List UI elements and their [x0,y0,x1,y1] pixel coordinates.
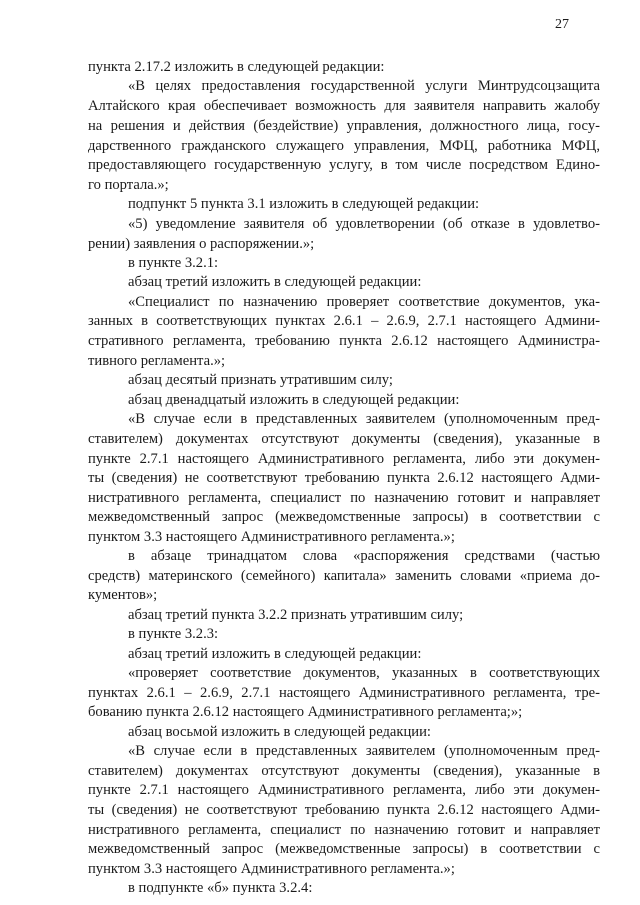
text-line: «В целях предоставления государственной услуги Минтрудсоцзащита [128,78,600,94]
text-line: бованию пункта 2.6.12 настоящего Административного регламента;»; [88,704,523,720]
text-line: абзац третий изложить в следующей редакции: [128,646,422,662]
text-line: нистративного регламента, специалист по назначению готовит и направляет [88,490,600,506]
text-line: пункта 2.17.2 изложить в следующей редакции: [88,59,385,75]
text-line: в пункте 3.2.1: [128,255,219,271]
text-line: абзац двенадцатый изложить в следующей редакции: [128,392,460,408]
text-line: подпункт 5 пункта 3.1 изложить в следующей редакции: [128,196,480,212]
text-line: Алтайского края обеспечивает возможность для заявителя направить жалобу [88,98,600,114]
text-line: ставителем) документах отсутствуют документы (сведения), указанные в [88,431,600,447]
text-line: тивного регламента.»; [88,353,226,369]
text-line: абзац третий пункта 3.2.2 признать утратившим силу; [128,607,464,623]
text-line: «Специалист по назначению проверяет соответствие документов, ука- [128,294,600,310]
text-line: предоставляющего государственную услугу, в том числе посредством Едино- [88,157,600,173]
text-line: «проверяет соответствие документов, указанных в соответствующих [128,665,600,681]
text-line: стративного регламента, требованию пункта 2.6.12 настоящего Администра- [88,333,600,349]
text-line: пунктах 2.6.1 – 2.6.9, 2.7.1 настоящего Административного регламента, тре- [88,685,600,701]
text-line: на решения и действия (бездействие) управления, должностного лица, госу- [88,118,600,134]
text-line: абзац третий изложить в следующей редакции: [128,274,422,290]
text-line: «В случае если в представленных заявителем (уполномоченным пред- [128,411,600,427]
text-line: в пункте 3.2.3: [128,626,219,642]
text-line: средств) материнского (семейного) капитала» заменить словами «приема до- [88,568,600,584]
text-line: пунктом 3.3 настоящего Административного регламента.»; [88,529,455,545]
text-line: межведомственный запрос (межведомственные запросы) в соответствии с [88,841,600,857]
page-number: 27 [555,17,569,32]
text-line: занных в соответствующих пунктах 2.6.1 – 2.6.9, 2.7.1 настоящего Админи- [88,313,600,329]
text-line: пунктом 3.3 настоящего Административного регламента.»; [88,861,455,877]
text-line: кументов»; [88,587,158,603]
text-line: дарственного гражданского служащего управления, МФЦ, работника МФЦ, [88,138,600,154]
text-line: в подпункте «б» пункта 3.2.4: [128,880,313,896]
text-line: «5) уведомление заявителя об удовлетворении (об отказе в удовлетво- [128,216,600,232]
text-line: в абзаце тринадцатом слова «распоряжения средствами (частью [128,548,600,564]
text-line: абзац восьмой изложить в следующей редакции: [128,724,431,740]
text-line: «В случае если в представленных заявителем (уполномоченным пред- [128,743,600,759]
text-line: ты (сведения) не соответствуют требованию пункта 2.6.12 настоящего Адми- [88,470,600,486]
text-line: пункте 2.7.1 настоящего Административного регламента, либо эти докумен- [88,451,600,467]
text-line: межведомственный запрос (межведомственные запросы) в соответствии с [88,509,600,525]
text-line: го портала.»; [88,177,169,193]
text-line: пункте 2.7.1 настоящего Административного регламента, либо эти докумен- [88,782,600,798]
text-line: ставителем) документах отсутствуют документы (сведения), указанные в [88,763,600,779]
text-line: абзац десятый признать утратившим силу; [128,372,393,388]
text-line: ты (сведения) не соответствуют требованию пункта 2.6.12 настоящего Адми- [88,802,600,818]
text-line: рении) заявления о распоряжении.»; [88,236,315,252]
text-line: нистративного регламента, специалист по назначению готовит и направляет [88,822,600,838]
